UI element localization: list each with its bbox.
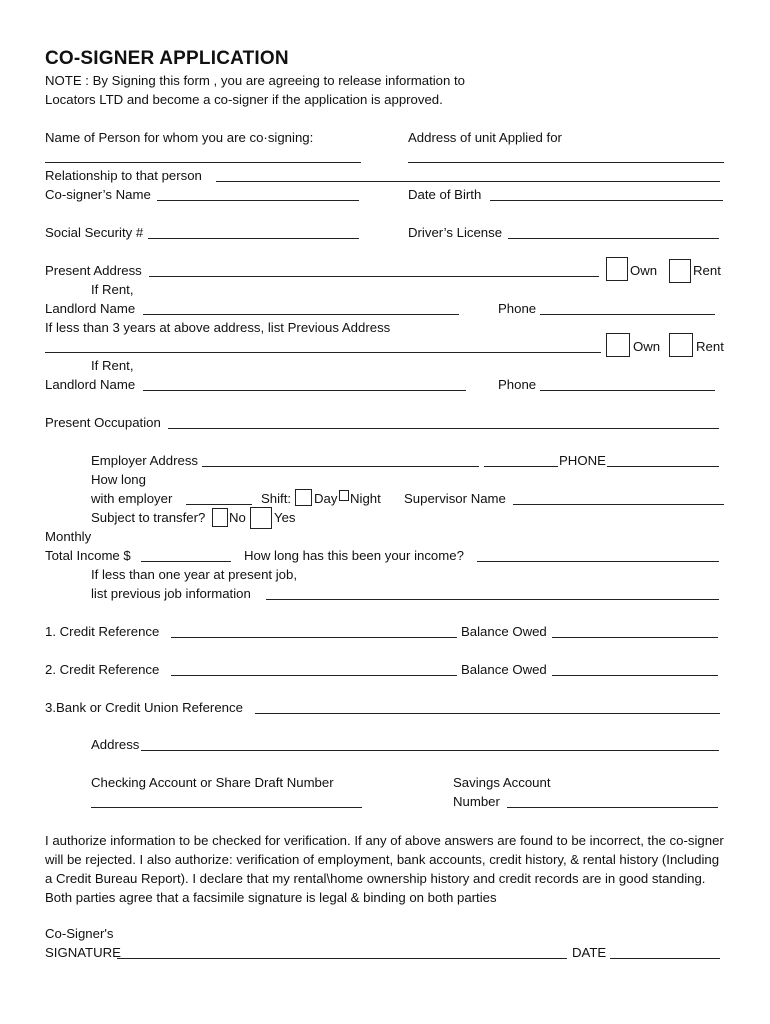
own-checkbox[interactable] bbox=[606, 257, 628, 281]
total-income-label: Total Income $ bbox=[45, 548, 131, 563]
credit-ref-1-label: 1. Credit Reference bbox=[45, 624, 160, 639]
employer-phone-field[interactable] bbox=[607, 466, 719, 467]
less-than-year-label: If less than one year at present job, bbox=[91, 567, 297, 582]
drivers-license-label: Driver’s License bbox=[408, 225, 503, 240]
prev-if-rent-label: If Rent, bbox=[91, 358, 134, 373]
balance-owed-1-field[interactable] bbox=[552, 637, 718, 638]
prev-own-label: Own bbox=[633, 339, 661, 354]
transfer-yes-checkbox[interactable] bbox=[250, 507, 272, 529]
bank-address-label: Address bbox=[91, 737, 140, 752]
address-unit-field[interactable] bbox=[408, 162, 724, 163]
monthly-label: Monthly bbox=[45, 529, 92, 544]
transfer-yes-label: Yes bbox=[274, 510, 296, 525]
checking-label: Checking Account or Share Draft Number bbox=[91, 775, 334, 790]
employer-address-field[interactable] bbox=[202, 466, 479, 467]
drivers-license-field[interactable] bbox=[508, 238, 719, 239]
balance-owed-2-field[interactable] bbox=[552, 675, 718, 676]
name-for-label: Name of Person for whom you are co·signing: bbox=[45, 130, 314, 145]
address-unit-label: Address of unit Applied for bbox=[408, 130, 562, 145]
supervisor-field[interactable] bbox=[513, 504, 724, 505]
prev-phone-label: Phone bbox=[498, 377, 537, 392]
if-rent-label: If Rent, bbox=[91, 282, 134, 297]
rent-checkbox[interactable] bbox=[669, 259, 691, 283]
landlord-name-field[interactable] bbox=[143, 314, 459, 315]
prev-rent-checkbox[interactable] bbox=[669, 333, 693, 357]
balance-owed-1-label: Balance Owed bbox=[461, 624, 547, 639]
note-line-2: Locators LTD and become a co-signer if the application is approved. bbox=[45, 92, 443, 107]
cosigner-name-field[interactable] bbox=[157, 200, 359, 201]
prev-job-label: list previous job information bbox=[91, 586, 251, 601]
shift-label: Shift: bbox=[261, 491, 292, 506]
previous-address-field[interactable] bbox=[45, 352, 601, 353]
prev-job-field[interactable] bbox=[266, 599, 719, 600]
savings-field[interactable] bbox=[507, 807, 718, 808]
relationship-field[interactable] bbox=[216, 181, 720, 182]
dob-field[interactable] bbox=[490, 200, 723, 201]
credit-ref-1-field[interactable] bbox=[171, 637, 457, 638]
prev-own-checkbox[interactable] bbox=[606, 333, 630, 357]
signature-label: SIGNATURE bbox=[45, 945, 121, 960]
prev-landlord-name-field[interactable] bbox=[143, 390, 466, 391]
day-label: Day bbox=[314, 491, 338, 506]
savings-label-1: Savings Account bbox=[453, 775, 551, 790]
subject-transfer-label: Subject to transfer? bbox=[91, 510, 206, 525]
how-long-income-label: How long has this been your income? bbox=[244, 548, 464, 563]
employer-phone-prefix-field[interactable] bbox=[484, 466, 558, 467]
employer-address-label: Employer Address bbox=[91, 453, 199, 468]
bank-address-field[interactable] bbox=[141, 750, 719, 751]
own-label: Own bbox=[630, 263, 658, 278]
note-line-1: NOTE : By Signing this form , you are agreeing to release information to bbox=[45, 73, 466, 88]
ssn-field[interactable] bbox=[148, 238, 359, 239]
with-employer-field[interactable] bbox=[186, 504, 252, 505]
relationship-label: Relationship to that person bbox=[45, 168, 202, 183]
total-income-field[interactable] bbox=[141, 561, 231, 562]
landlord-name-label: Landlord Name bbox=[45, 301, 136, 316]
ssn-label: Social Security # bbox=[45, 225, 144, 240]
page-title: CO-SIGNER APPLICATION bbox=[45, 48, 289, 69]
rent-label: Rent bbox=[693, 263, 721, 278]
present-occupation-label: Present Occupation bbox=[45, 415, 161, 430]
phone-label: Phone bbox=[498, 301, 537, 316]
present-address-field[interactable] bbox=[149, 276, 599, 277]
name-for-field[interactable] bbox=[45, 162, 361, 163]
date-field[interactable] bbox=[610, 958, 720, 959]
savings-label-2: Number bbox=[453, 794, 500, 809]
day-checkbox[interactable] bbox=[295, 489, 312, 506]
landlord-phone-field[interactable] bbox=[540, 314, 715, 315]
present-address-label: Present Address bbox=[45, 263, 142, 278]
transfer-no-checkbox[interactable] bbox=[212, 508, 228, 527]
prev-landlord-name-label: Landlord Name bbox=[45, 377, 136, 392]
bank-ref-field[interactable] bbox=[255, 713, 720, 714]
night-checkbox[interactable] bbox=[339, 490, 349, 501]
dob-label: Date of Birth bbox=[408, 187, 482, 202]
cosigner-name-label: Co-signer’s Name bbox=[45, 187, 151, 202]
prev-landlord-phone-field[interactable] bbox=[540, 390, 715, 391]
how-long-income-field[interactable] bbox=[477, 561, 719, 562]
night-label: Night bbox=[350, 491, 381, 506]
transfer-no-label: No bbox=[229, 510, 246, 525]
credit-ref-2-label: 2. Credit Reference bbox=[45, 662, 160, 677]
checking-field[interactable] bbox=[91, 807, 362, 808]
date-label: DATE bbox=[572, 945, 607, 960]
credit-ref-2-field[interactable] bbox=[171, 675, 457, 676]
previous-address-label: If less than 3 years at above address, list Previous Address bbox=[45, 320, 391, 335]
how-long-label: How long bbox=[91, 472, 146, 487]
bank-ref-label: 3.Bank or Credit Union Reference bbox=[45, 700, 243, 715]
with-employer-label: with employer bbox=[91, 491, 173, 506]
supervisor-label: Supervisor Name bbox=[404, 491, 506, 506]
balance-owed-2-label: Balance Owed bbox=[461, 662, 547, 677]
signature-field[interactable] bbox=[117, 958, 567, 959]
authorization-text: I authorize information to be checked for verification. If any of above answers are found to be incorrect, the co-signer will be rejected. I also authorize: verification of employment, bank accounts, credit history, & rental history (Including a Credit Bureau Report). I declare that my rental\home ownership history and credit records are in good standing. Both parties agree that a facsimile signature is legal & binding on both parties bbox=[45, 833, 724, 905]
present-occupation-field[interactable] bbox=[168, 428, 719, 429]
employer-phone-label: PHONE bbox=[559, 453, 606, 468]
prev-rent-label: Rent bbox=[696, 339, 724, 354]
cosigners-label: Co-Signer's bbox=[45, 926, 114, 941]
